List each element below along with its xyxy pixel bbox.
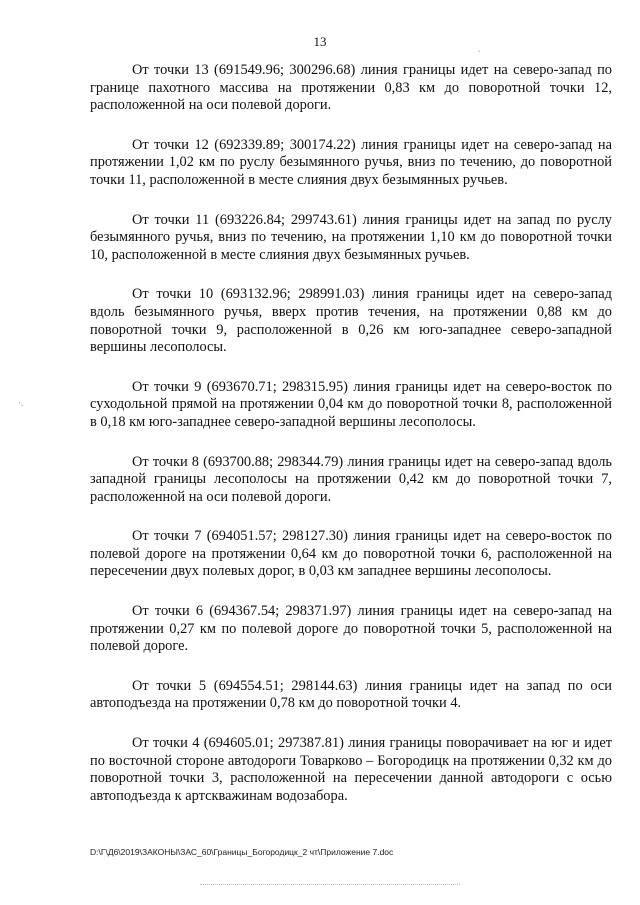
boundary-paragraph-point-4: От точки 4 (694605.01; 297387.81) линия границы поворачивает на юг и идет по восточной стороне автодороги Товарково – Богородицк на протяжении 0,32 км до поворотной точки 3, расположенной на пересечении данной автодороги с осью автоподъезда к артскважинам водозабора.	[90, 735, 612, 804]
boundary-paragraph-point-9: От точки 9 (693670.71; 298315.95) линия границы идет на северо-восток по суходольной прямой на протяжении 0,04 км до поворотной точки 8, расположенной в 0,18 км юго-западнее северо-западной вершины лесополосы.	[90, 378, 612, 430]
scan-bottom-edge	[200, 884, 460, 887]
footer-file-path: D:\Г\Д6\2019\ЗАКОНЫ\ЗАС_60\Границы_Богородицк_2 чт\Приложение 7.doc	[90, 847, 394, 857]
document-body	[90, 62, 612, 827]
boundary-paragraph-point-8: От точки 8 (693700.88; 298344.79) линия границы идет на северо-запад вдоль западной границы лесополосы на протяжении 0,42 км до поворотной точки 7, расположенной на оси полевой дороги.	[90, 453, 612, 505]
boundary-paragraph-point-6: От точки 6 (694367.54; 298371.97) линия границы идет на северо-запад на протяжении 0,27 км по полевой дороге до поворотной точки 5, расположенной на полевой дороге.	[90, 603, 612, 655]
boundary-paragraph-point-13: От точки 13 (691549.96; 300296.68) линия границы идет на северо-запад по границе пахотного массива на протяжении 0,83 км до поворотной точки 12, расположенной на оси полевой дороги.	[90, 62, 612, 114]
scan-artifact-mark: .	[478, 44, 481, 54]
boundary-paragraph-point-5: От точки 5 (694554.51; 298144.63) линия границы идет на запад по оси автоподъезда на протяжении 0,78 км до поворотной точки 4.	[90, 677, 612, 712]
boundary-paragraph-point-11: От точки 11 (693226.84; 299743.61) линия границы идет на запад по руслу безымянного ручья, вниз по течению, на протяжении 1,10 км до поворотной точки 10, расположенной в месте слияния двух безымянных ручьев.	[90, 211, 612, 263]
page-number: 13	[313, 34, 327, 49]
boundary-paragraph-point-10: От точки 10 (693132.96; 298991.03) линия границы идет на северо-запад вдоль безымянного ручья, вверх против течения, на протяжении 0,88 км до поворотной точки 9, расположенной в 0,26 км юго-западнее северо-западной вершины лесополосы.	[90, 286, 612, 356]
boundary-paragraph-point-12: От точки 12 (692339.89; 300174.22) линия границы идет на северо-запад на протяжении 1,02 км по руслу безымянного ручья, вниз по течению, до поворотной точки 11, расположенной в месте слияния двух безымянных ручьев.	[90, 136, 612, 188]
boundary-paragraph-point-7: От точки 7 (694051.57; 298127.30) линия границы идет на северо-восток по полевой дороге на протяжении 0,64 км до поворотной точки 6, расположенной на пересечении двух полевых дорог, в 0,03 км западнее вершины лесополосы.	[90, 528, 612, 580]
scan-artifact-mark: ·.	[18, 398, 24, 408]
